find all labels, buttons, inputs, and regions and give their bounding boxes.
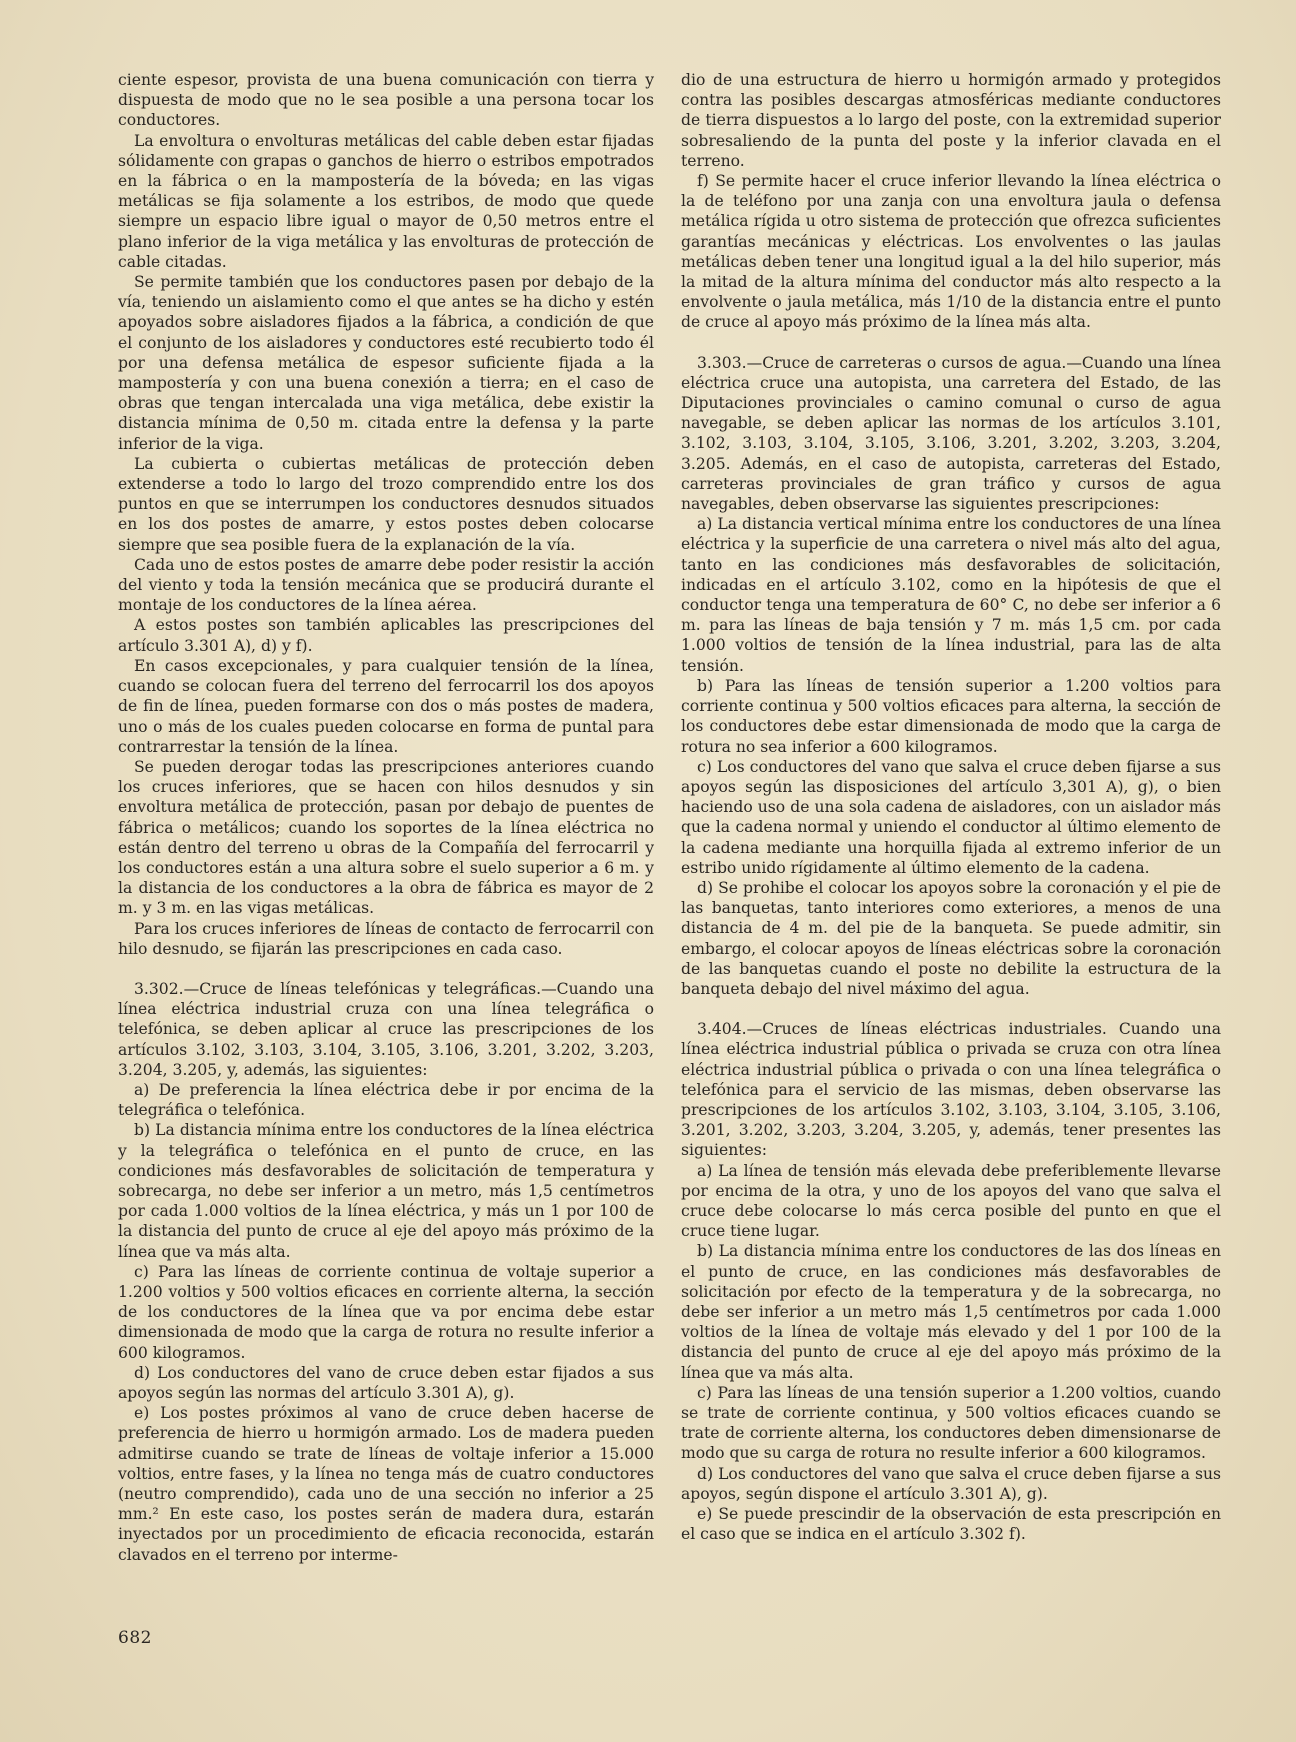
paragraph: A estos postes son también aplicables las prescripciones del artículo 3.301 A), d) y f). [118,616,654,655]
paragraph: Se pueden derogar todas las prescripciones anteriores cuando los cruces inferiores, que se hacen con hilos desnudos y sin envoltura metálica de protección, pasan por debajo de puentes de fábrica o metálicos; cuando los soportes de la línea eléctrica no están dentro del terreno u obras de la Compañía del ferrocarril y los conductores están a una altura sobre el suelo superior a 6 m. y la distancia de los conductores a la obra de fábrica es mayor de 2 m. y 3 m. en las vigas metálicas. [118,757,654,918]
paragraph: dio de una estructura de hierro u hormigón armado y protegidos contra las posibles descargas atmosféricas mediante conductores de tierra dispuestos a lo largo del poste, con la extremidad superior sobresaliendo de la punta del poste y la inferior clavada en el terreno. [681,71,1221,170]
section-3303-paragraph: 3.303.—Cruce de carreteras o cursos de agua.—Cuando una línea eléctrica cruce una autopista, una carretera del Estado, de las Diputaciones provinciales o camino comunal o curso de agua navegable, se deben aplicar las normas de los artículos 3.101, 3.102, 3.103, 3.104, 3.105, 3.106, 3.201, 3.202, 3.203, 3.204, 3.205. Además, en el caso de autopista, carreteras del Estado, carreteras provinciales de gran tráfico y cursos de agua navegables, deben observarse las siguientes prescripciones: [681,353,1221,514]
paragraph: En casos excepcionales, y para cualquier tensión de la línea, cuando se colocan fuera del terreno del ferrocarril los dos apoyos de fin de línea, pueden formarse con dos o más postes de madera, uno o más de los cuales pueden colocarse en forma de puntal para contrarrestar la tensión de la línea. [118,656,654,756]
right-column [681,70,1221,1544]
left-column [118,70,654,1565]
list-item: c) Para las líneas de corriente continua de voltaje superior a 1.200 voltios y 500 voltios eficaces en corriente alterna, la sección de los conductores de la línea que va por encima debe estar dimensionada de modo que la carga de rotura no resulte inferior a 600 kilogramos. [118,1262,654,1362]
section-3302-paragraph: 3.302.—Cruce de líneas telefónicas y telegráficas.—Cuando una línea eléctrica industrial cruza con una línea telegráfica o telefónica, se deben aplicar al cruce las prescripciones de los artículos 3.102, 3.103, 3.104, 3.105, 3.106, 3.201, 3.202, 3.203, 3.204, 3.205, y, además, las siguientes: [118,979,654,1079]
paragraph: Cada uno de estos postes de amarre debe poder resistir la acción del viento y toda la tensión mecánica que se producirá durante el montaje de los conductores de la línea aérea. [118,555,654,615]
list-item: e) Los postes próximos al vano de cruce deben hacerse de preferencia de hierro u hormigón armado. Los de madera pueden admitirse cuando se trate de líneas de voltaje inferior a 15.000 voltios, entre fases, y la línea no tenga más de cuatro conductores (neutro comprendido), cada uno de una sección no inferior a 25 mm.² En este caso, los postes serán de madera dura, estarán inyectados por un procedimiento de eficacia reconocida, estarán clavados en el terreno por interme- [118,1404,654,1564]
list-item: a) De preferencia la línea eléctrica debe ir por encima de la telegráfica o telefónica. [118,1080,654,1120]
list-item: a) La línea de tensión más elevada debe preferiblemente llevarse por encima de la otra, y uno de los apoyos del vano que salva el cruce debe colocarse lo más cerca posible del punto en que el cruce tiene lugar. [681,1161,1221,1241]
page-number: 682 [118,1628,152,1648]
paragraph: Para los cruces inferiores de líneas de contacto de ferrocarril con hilo desnudo, se fijarán las prescripciones en cada caso. [118,919,654,958]
list-item: b) La distancia mínima entre los conductores de las dos líneas en el punto de cruce, en las condiciones más desfavorables de solicitación por efecto de la temperatura y de la sobrecarga, no debe ser inferior a un metro más 1,5 centímetros por cada 1.000 voltios de la línea de voltaje más elevado y del 1 por 100 de la distancia del punto de cruce al eje del apoyo más próximo de la línea que va más alta. [681,1242,1221,1382]
section-3404-paragraph: 3.404.—Cruces de líneas eléctricas industriales. Cuando una línea eléctrica industrial pública o privada se cruza con otra línea eléctrica industrial pública o privada o con una línea telegráfica o telefónica para el servicio de las mismas, deben observarse las prescripciones de los artículos 3.102, 3.103, 3.104, 3.105, 3.106, 3.201, 3.202, 3.203, 3.204, 3.205, y, además, tener presentes las siguientes: [681,1020,1221,1160]
list-item: b) La distancia mínima entre los conductores de la línea eléctrica y la telegráfica o telefónica en el punto de cruce, en las condiciones más desfavorables de solicitación de temperatura y sobrecarga, no debe ser inferior a un metro, más 1,5 centímetros por cada 1.000 voltios de la línea eléctrica, y más un 1 por 100 de la distancia del punto de cruce al eje del apoyo más próximo de la línea que va más alta. [118,1121,654,1261]
list-item: d) Se prohibe el colocar los apoyos sobre la coronación y el pie de las banquetas, tanto interiores como exteriores, a menos de una distancia de 4 m. del pie de la banqueta. Se puede admitir, sin embargo, el colocar apoyos de líneas eléctricas sobre la coronación de las banquetas cuando el poste no debilite la estructura de la banqueta debajo del nivel máximo del agua. [681,878,1221,998]
paragraph: La envoltura o envolturas metálicas del cable deben estar fijadas sólidamente con grapas o ganchos de hierro o estribos empotrados en la fábrica o en la mampostería de la bóveda; en las vigas metálicas se fija solamente a los estribos, de modo que quede siempre un espacio libre igual o mayor de 0,50 metros entre el plano inferior de la viga metálica y las envolturas de protección de cable citadas. [118,131,654,271]
list-item: f) Se permite hacer el cruce inferior llevando la línea eléctrica o la de teléfono por una zanja con una envoltura jaula o defensa metálica rígida u otro sistema de protección que ofrezca suficientes garantías mecánicas y eléctricas. Los envolventes o las jaulas metálicas deben tener una longitud igual a la del hilo superior, más la mitad de la altura mínima del conductor más alto respecto a la envolvente o jaula metálica, más 1/10 de la distancia entre el punto de cruce al apoyo más próximo de la línea más alta. [681,172,1221,332]
paragraph: ciente espesor, provista de una buena comunicación con tierra y dispuesta de modo que no le sea posible a una persona tocar los conductores. [118,71,654,130]
list-item: c) Para las líneas de una tensión superior a 1.200 voltios, cuando se trate de corriente continua, y 500 voltios eficaces cuando se trate de corriente alterna, los conductores deben dimensionarse de modo que su carga de rotura no resulte inferior a 600 kilogramos. [681,1383,1221,1463]
list-item: a) La distancia vertical mínima entre los conductores de una línea eléctrica y la superficie de una carretera o nivel más alto del agua, tanto en las condiciones más desfavorables de solicitación, indicadas en el artículo 3.102, como en la hipótesis de que el conductor tenga una temperatura de 60° C, no debe ser inferior a 6 m. para las líneas de baja tensión y 7 m. más 1,5 cm. por cada 1.000 voltios de tensión de la línea industrial, para las de alta tensión. [681,515,1221,675]
list-item: d) Los conductores del vano de cruce deben estar fijados a sus apoyos según las normas del artículo 3.301 A), g). [118,1363,654,1402]
list-item: e) Se puede prescindir de la observación de esta prescripción en el caso que se indica en el artículo 3.302 f). [681,1505,1221,1544]
paragraph: Se permite también que los conductores pasen por debajo de la vía, teniendo un aislamiento como el que antes se ha dicho y estén apoyados sobre aisladores fijados a la fábrica, a condición de que el conjunto de los aisladores y conductores esté recubierto todo él por una defensa metálica de espesor suficiente fijada a la mampostería y con una buena conexión a tierra; en el caso de obras que tengan intercalada una viga metálica, debe existir la distancia mínima de 0,50 m. citada entre la defensa y la parte inferior de la viga. [118,273,654,453]
list-item: d) Los conductores del vano que salva el cruce deben fijarse a sus apoyos, según dispone el artículo 3.301 A), g). [681,1464,1221,1503]
list-item: c) Los conductores del vano que salva el cruce deben fijarse a sus apoyos según las disposiciones del artículo 3,301 A), g), o bien haciendo uso de una sola cadena de aisladores, con un aislador más que la cadena normal y uniendo el conductor al último elemento de la cadena mediante una horquilla fijada al extremo inferior de un estribo unido rígidamente al último elemento de la cadena. [681,757,1221,877]
list-item: b) Para las líneas de tensión superior a 1.200 voltios para corriente continua y 500 voltios eficaces para alterna, la sección de los conductores debe estar dimensionada de modo que la carga de rotura no sea inferior a 600 kilogramos. [681,676,1221,756]
paragraph: La cubierta o cubiertas metálicas de protección deben extenderse a todo lo largo del trozo comprendido entre los dos puntos en que se interrumpen los conductores desnudos situados en los dos postes de amarre, y estos postes deben colocarse siempre que sea posible fuera de la explanación de la vía. [118,454,654,554]
